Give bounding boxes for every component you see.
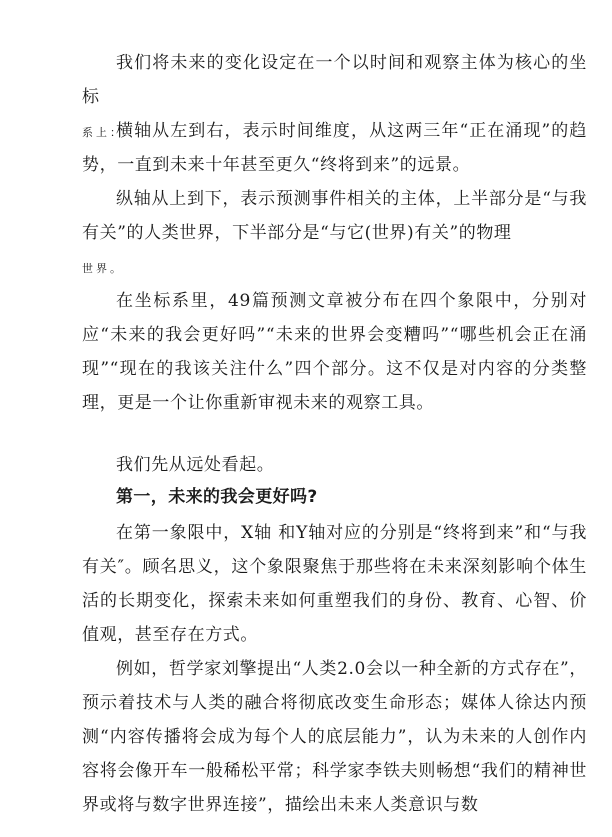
- paragraph-y-axis: [82, 182, 587, 286]
- paragraph-first-quadrant: 在第一象限中，X轴 和Y轴对应的分别是“终将到来”和“与我有关″。顾名思义，这个象限聚焦于那些将在未来深刻影响个体生活的长期变化，探索未来如何重塑我们的身份、教育、心智、价值观，甚至存在方式。: [82, 523, 587, 645]
- paragraph-intro-tail: 系上：: [82, 126, 124, 139]
- paragraph-x-axis: 横轴从左到右，表示时间维度，从这两三年“正在涌现”的趋势，一直到未来十年甚至更久“终将到来”的远景。: [82, 121, 587, 175]
- paragraph-examples: 例如，哲学家刘擎提出“人类2.0会以一种全新的方式存在”，预示着技术与人类的融合将彻底改变生命形态；媒体人徐达内预测“内容传播将会成为每个人的底层能力”，认为未来的人创作内容将会像开车一般稀松平常；科学家李铁夫则畅想“我们的精神世界或将与数字世界连接”，描绘出未来人类意识与数: [82, 659, 587, 815]
- paragraph-y-axis-tail: 世界。: [82, 262, 124, 275]
- paragraph-y-axis-text: 纵轴从上到下，表示预测事件相关的主体，上半部分是“与我有关”的人类世界，下半部分是“与它(世界)有关”的物理: [82, 189, 587, 243]
- paragraph-intro-text: 我们将未来的变化设定在一个以时间和观察主体为核心的坐标: [82, 53, 587, 107]
- paragraph-quadrants: 在坐标系里，49篇预测文章被分布在四个象限中，分别对应“未来的我会更好吗”“未来的世界会变糟吗”“哪些机会正在涌现”“现在的我该关注什么”四个部分。这不仅是对内容的分类整理，更是一个让你重新审视未来的观察工具。: [82, 291, 587, 413]
- section-heading-1: 第一，未来的我会更好吗?: [116, 487, 318, 507]
- paragraph-start: 我们先从远处看起。: [116, 455, 275, 475]
